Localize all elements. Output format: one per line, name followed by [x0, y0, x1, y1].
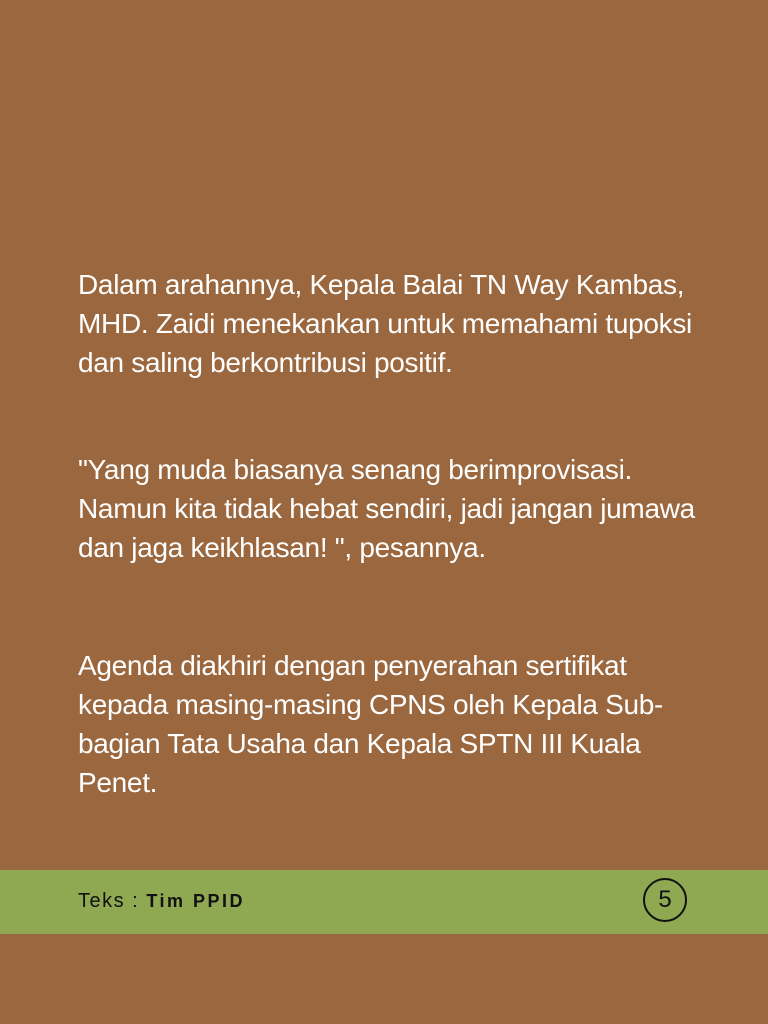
text-credit [78, 890, 245, 913]
paragraph-agenda: Agenda diakhiri dengan penyerahan sertifikat kepada masing-masing CPNS oleh Kepala Sub-bagian Tata Usaha dan Kepala SPTN III Kuala Penet. [78, 650, 664, 798]
footer-band [0, 870, 768, 934]
credit-author: Tim PPID [146, 891, 246, 911]
paragraph-arahan: Dalam arahannya, Kepala Balai TN Way Kambas, MHD. Zaidi menekankan untuk memahami tupoksi dan saling berkontribusi positif. [78, 269, 692, 378]
page-number: 5 [643, 878, 687, 922]
credit-label: Teks : [78, 890, 140, 912]
paragraph-quote: "Yang muda biasanya senang berimprovisasi. Namun kita tidak hebat sendiri, jadi jangan jumawa dan jaga keikhlasan! ", pesannya. [78, 454, 695, 563]
